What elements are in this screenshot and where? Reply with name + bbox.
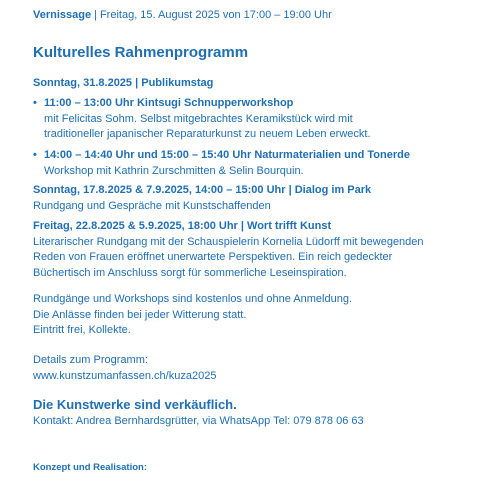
details-label: Details zum Programm: bbox=[33, 354, 148, 366]
naturmaterialien-line-1: Workshop mit Kathrin Zurschmitten & Selin Bourquin. bbox=[44, 164, 304, 177]
bullet-content bbox=[44, 96, 371, 143]
day1-heading: Sonntag, 31.8.2025 | Publikumstag bbox=[33, 77, 214, 89]
details-link[interactable]: www.kunstzumanfassen.ch/kuza2025 bbox=[33, 369, 217, 382]
sale-title: Die Kunstwerke sind verkäuflich. bbox=[33, 397, 237, 412]
bullet-icon: • bbox=[33, 97, 37, 109]
note-line-1: Rundgänge und Workshops sind kostenlos und ohne Anmeldung. bbox=[33, 293, 353, 305]
friday-line-1: Literarischer Rundgang mit der Schauspielerin Kornelia Lüdorff mit bewegenden bbox=[33, 235, 424, 248]
park-heading: Sonntag, 17.8.2025 & 7.9.2025, 14:00 – 15:00 Uhr | Dialog im Park bbox=[33, 184, 372, 196]
vernissage-date: Freitag, 15. August 2025 von 17:00 – 19:00 Uhr bbox=[99, 9, 332, 21]
park-block bbox=[33, 183, 371, 214]
bullet-item-kintsugi bbox=[33, 96, 473, 144]
kintsugi-line-2: traditioneller japanischer Reparaturkunst zu neuem Leben erweckt. bbox=[44, 128, 371, 140]
park-text: Rundgang und Gespräche mit Kunstschaffenden bbox=[33, 199, 271, 212]
program-title: Kulturelles Rahmenprogramm bbox=[33, 44, 249, 61]
note-line-3: Eintritt frei, Kollekte. bbox=[33, 324, 131, 336]
vernissage-label: Vernissage bbox=[33, 9, 92, 21]
friday-block bbox=[33, 219, 424, 281]
sale-contact: Kontakt: Andrea Bernhardsgrütter, via WhatsApp Tel: 079 878 06 63 bbox=[33, 415, 364, 427]
notes-block bbox=[33, 292, 352, 339]
vernissage-separator: | bbox=[94, 9, 97, 21]
kintsugi-line-1: mit Felicitas Sohm. Selbst mitgebrachtes Keramikstück wird mit bbox=[44, 112, 353, 125]
bullet-icon: • bbox=[33, 149, 37, 161]
vernissage-line bbox=[33, 8, 332, 22]
friday-line-2: Reden von Frauen eröffnet unerwartete Perspektiven. Ein reich gedeckter bbox=[33, 251, 393, 263]
bullet-item-naturmaterialien bbox=[33, 148, 473, 180]
note-line-2: Die Anlässe finden bei jeder Witterung statt. bbox=[33, 308, 247, 321]
naturmaterialien-title: 14:00 – 14:40 Uhr und 15:00 – 15:40 Uhr Naturmaterialien und Tonerde bbox=[44, 149, 410, 161]
credits-label: Konzept und Realisation: bbox=[33, 462, 147, 473]
friday-heading: Freitag, 22.8.2025 & 5.9.2025, 18:00 Uhr | Wort trifft Kunst bbox=[33, 220, 332, 232]
bullet-content bbox=[44, 148, 410, 179]
kintsugi-title: 11:00 – 13:00 Uhr Kintsugi Schnupperworkshop bbox=[44, 97, 294, 109]
details-block bbox=[33, 353, 216, 384]
friday-line-3: Büchertisch im Anschluss sorgt für sommerliche Leseinspiration. bbox=[33, 266, 347, 279]
